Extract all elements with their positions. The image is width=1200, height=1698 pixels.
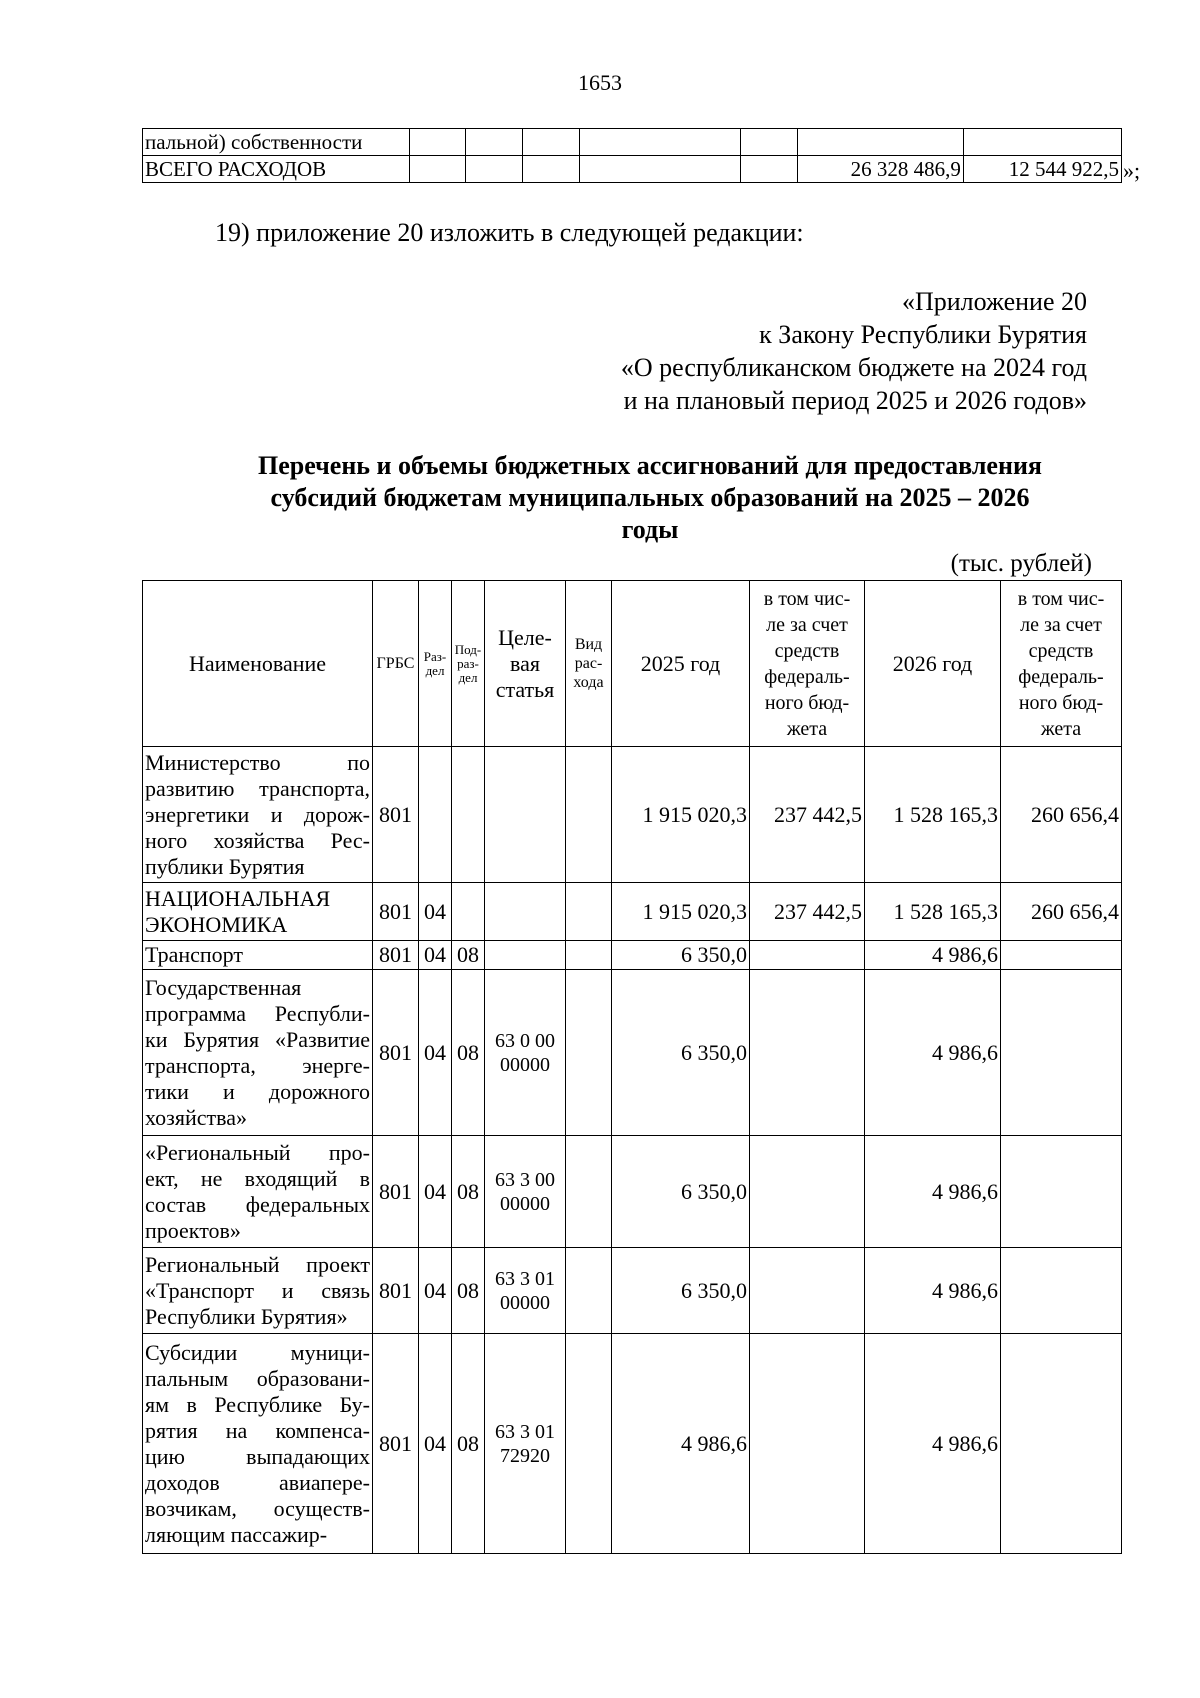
row-grbs: 801 <box>373 1248 419 1334</box>
row-podrazdel: 08 <box>452 1136 485 1248</box>
page-number: 1653 <box>578 70 622 95</box>
value-2025: 26 328 486,9 <box>798 156 964 183</box>
row-2025: 6 350,0 <box>612 1248 750 1334</box>
row-target: 63 3 01 00000 <box>485 1248 566 1334</box>
previous-table-end <box>142 128 1122 183</box>
table-row <box>143 1334 1122 1554</box>
row-name: Субсидии муници- пальным образовани- ям в Республике Бу- рятия на компенса- цию выпадающих доходов авиапере- возчикам, осуществ- ляющим пассажир- <box>143 1334 373 1554</box>
row-federal-2025 <box>750 970 865 1136</box>
row-razdel: 04 <box>419 941 452 970</box>
value-2025 <box>798 129 964 156</box>
header-expense-type: Вид рас- хода <box>566 581 612 747</box>
row-federal-2026 <box>1001 941 1122 970</box>
row-podrazdel <box>452 883 485 941</box>
table-row <box>143 156 1122 183</box>
header-2026: 2026 год <box>865 581 1001 747</box>
row-razdel: 04 <box>419 1248 452 1334</box>
row-2025: 6 350,0 <box>612 970 750 1136</box>
row-2025: 4 986,6 <box>612 1334 750 1554</box>
row-grbs: 801 <box>373 941 419 970</box>
row-target <box>485 883 566 941</box>
row-target: 63 3 01 72920 <box>485 1334 566 1554</box>
row-name: «Региональный про- ект, не входящий в состав федеральных проектов» <box>143 1136 373 1248</box>
value-2026 <box>963 129 1121 156</box>
table-row <box>143 747 1122 883</box>
row-grbs: 801 <box>373 970 419 1136</box>
row-2026: 4 986,6 <box>865 1248 1001 1334</box>
appendix-line: и на плановый период 2025 и 2026 годов» <box>623 386 1087 415</box>
row-razdel: 04 <box>419 883 452 941</box>
subsidies-table <box>142 580 1122 1554</box>
title-line: Перечень и объемы бюджетных ассигнований для предоставления <box>258 451 1042 480</box>
row-federal-2026: 260 656,4 <box>1001 883 1122 941</box>
row-2026: 4 986,6 <box>865 970 1001 1136</box>
row-federal-2025 <box>750 1136 865 1248</box>
title-line: субсидий бюджетам муниципальных образований на 2025 – 2026 <box>270 483 1030 512</box>
row-federal-2025: 237 442,5 <box>750 747 865 883</box>
header-target-article: Целе- вая статья <box>485 581 566 747</box>
header-federal-2026: в том чис- ле за счет средств федераль- ного бюд- жета <box>1001 581 1122 747</box>
row-grbs: 801 <box>373 1136 419 1248</box>
appendix-heading <box>621 285 1087 417</box>
row-2025: 1 915 020,3 <box>612 883 750 941</box>
row-vid <box>566 747 612 883</box>
row-2026: 1 528 165,3 <box>865 747 1001 883</box>
row-federal-2025 <box>750 1248 865 1334</box>
row-name: ВСЕГО РАСХОДОВ <box>143 156 410 183</box>
row-grbs: 801 <box>373 1334 419 1554</box>
row-federal-2026 <box>1001 1248 1122 1334</box>
row-name: Региональный проект «Транспорт и связь Республики Бурятия» <box>143 1248 373 1334</box>
row-federal-2026 <box>1001 1334 1122 1554</box>
row-2026: 4 986,6 <box>865 941 1001 970</box>
row-podrazdel: 08 <box>452 1334 485 1554</box>
row-target <box>485 941 566 970</box>
row-grbs: 801 <box>373 883 419 941</box>
row-2026: 4 986,6 <box>865 1334 1001 1554</box>
header-2025: 2025 год <box>612 581 750 747</box>
table-row <box>143 941 1122 970</box>
table-row <box>143 1248 1122 1334</box>
table-row <box>143 1136 1122 1248</box>
table-header <box>143 581 1122 747</box>
row-vid <box>566 1136 612 1248</box>
header-federal-2025: в том чис- ле за счет средств федераль- ного бюд- жета <box>750 581 865 747</box>
row-federal-2026: 260 656,4 <box>1001 747 1122 883</box>
amendment-paragraph: 19) приложение 20 изложить в следующей редакции: <box>215 218 804 247</box>
table-row <box>143 883 1122 941</box>
closing-quote: »; <box>1123 158 1141 183</box>
row-federal-2025: 237 442,5 <box>750 883 865 941</box>
row-target: 63 3 00 00000 <box>485 1136 566 1248</box>
row-name: пальной) собственности <box>143 129 410 156</box>
row-podrazdel <box>452 747 485 883</box>
row-2026: 1 528 165,3 <box>865 883 1001 941</box>
row-2025: 6 350,0 <box>612 941 750 970</box>
table-row <box>143 129 1122 156</box>
row-federal-2026 <box>1001 1136 1122 1248</box>
row-name: Государственная программа Республи- ки Бурятия «Развитие транспорта, энерге- тики и дорожного хозяйства» <box>143 970 373 1136</box>
unit-label: (тыс. рублей) <box>950 550 1092 577</box>
row-podrazdel: 08 <box>452 1248 485 1334</box>
row-name: НАЦИОНАЛЬНАЯ ЭКОНОМИКА <box>143 883 373 941</box>
row-podrazdel: 08 <box>452 970 485 1136</box>
row-razdel: 04 <box>419 1334 452 1554</box>
row-razdel <box>419 747 452 883</box>
row-2025: 6 350,0 <box>612 1136 750 1248</box>
row-vid <box>566 1334 612 1554</box>
value-2026: 12 544 922,5 <box>963 156 1121 183</box>
row-target <box>485 747 566 883</box>
row-name: Министерство по развитию транспорта, энергетики и дорож- ного хозяйства Рес- публики Бурятия <box>143 747 373 883</box>
table-row <box>143 970 1122 1136</box>
row-razdel: 04 <box>419 970 452 1136</box>
row-vid <box>566 1248 612 1334</box>
row-vid <box>566 883 612 941</box>
row-grbs: 801 <box>373 747 419 883</box>
header-razdel: Раз- дел <box>419 581 452 747</box>
row-2025: 1 915 020,3 <box>612 747 750 883</box>
row-vid <box>566 941 612 970</box>
row-razdel: 04 <box>419 1136 452 1248</box>
document-title <box>180 450 1120 546</box>
row-podrazdel: 08 <box>452 941 485 970</box>
appendix-line: «О республиканском бюджете на 2024 год <box>620 353 1087 382</box>
appendix-line: к Закону Республики Бурятия <box>759 320 1087 349</box>
header-podrazdel: Под- раз- дел <box>452 581 485 747</box>
title-line: годы <box>621 515 679 544</box>
row-target: 63 0 00 00000 <box>485 970 566 1136</box>
row-2026: 4 986,6 <box>865 1136 1001 1248</box>
appendix-line: «Приложение 20 <box>901 287 1087 316</box>
header-grbs: ГРБС <box>373 581 419 747</box>
header-name: Наименование <box>143 581 373 747</box>
row-federal-2025 <box>750 941 865 970</box>
row-federal-2025 <box>750 1334 865 1554</box>
row-name: Транспорт <box>143 941 373 970</box>
row-vid <box>566 970 612 1136</box>
row-federal-2026 <box>1001 970 1122 1136</box>
